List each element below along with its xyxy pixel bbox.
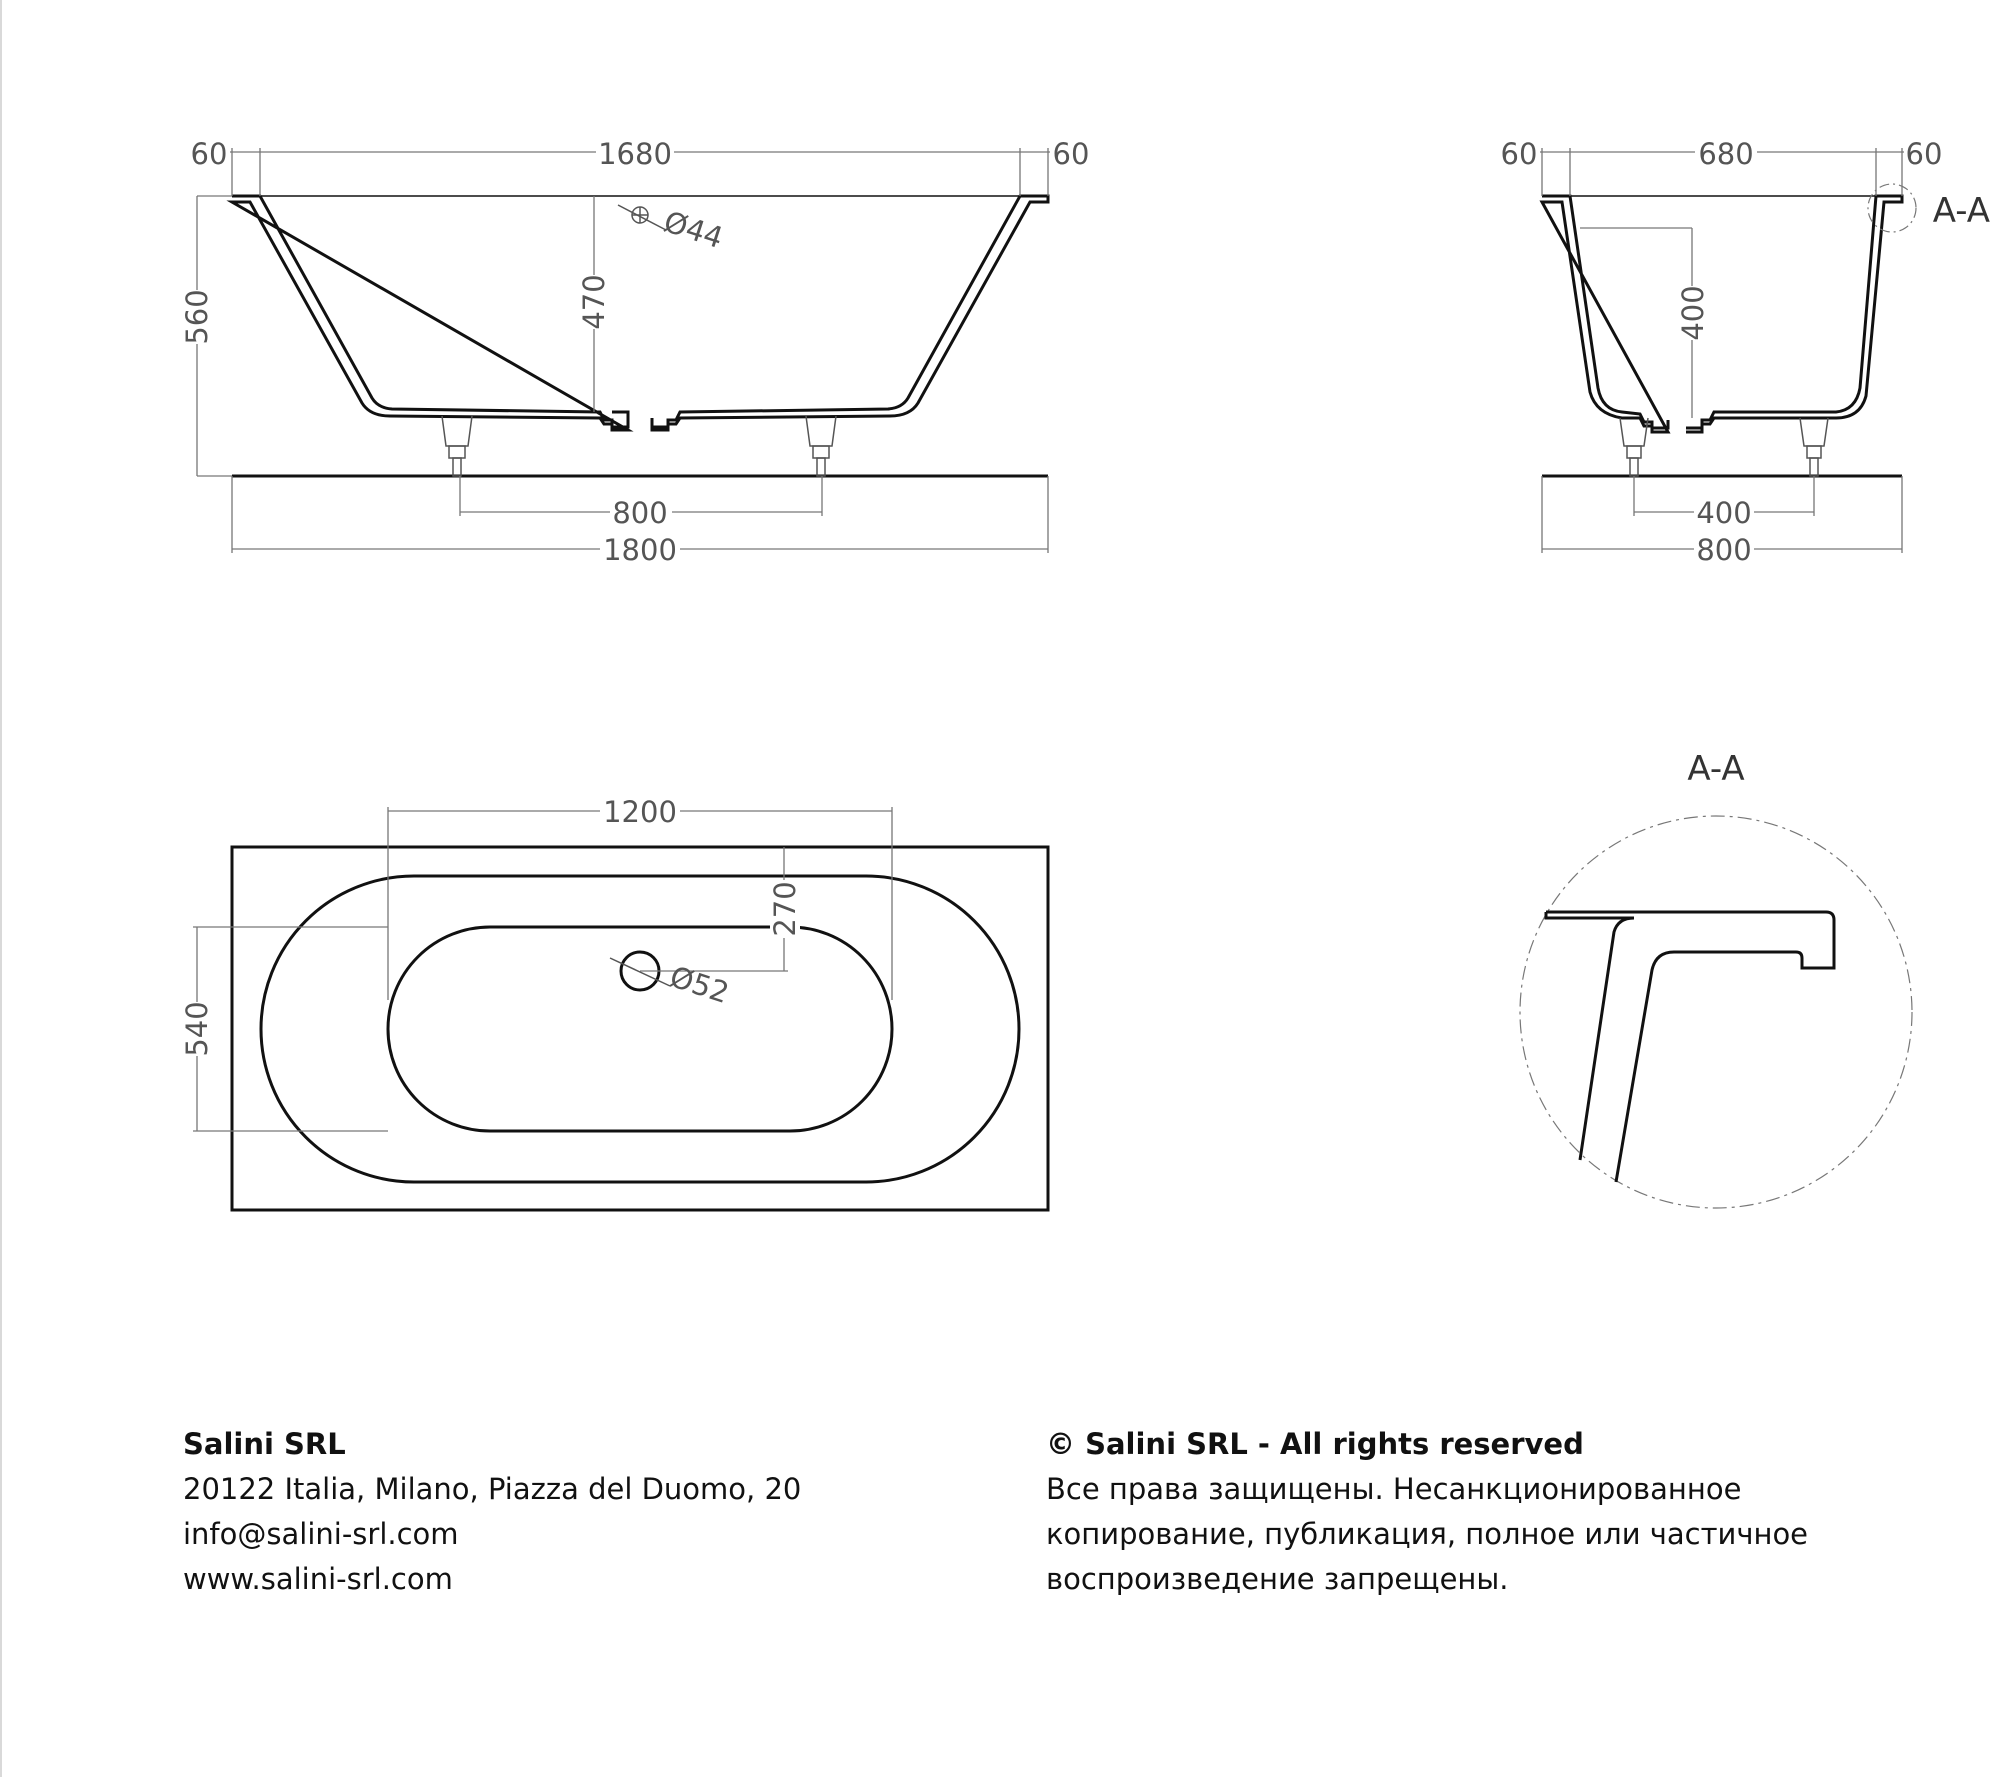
top-drain-offset-label: 270 — [768, 881, 802, 937]
detail-title: A-A — [1687, 749, 1745, 789]
top-rim-outline — [261, 876, 1019, 1182]
side-inner-depth-label: 470 — [577, 274, 611, 330]
top-basin-length-label: 1200 — [603, 795, 677, 829]
top-basin-outline — [388, 927, 892, 1131]
side-tub-outline — [232, 196, 1048, 430]
end-total-width-label: 800 — [1696, 533, 1752, 567]
end-section-marker: A-A — [1932, 191, 1990, 231]
detail-circle — [1520, 816, 1912, 1208]
footer-copyright-block — [1046, 1422, 1808, 1602]
company-address: 20122 Italia, Milano, Piazza del Duomo, 20 — [183, 1472, 802, 1506]
top-outer-rectangle — [232, 847, 1048, 1210]
end-inner-depth-label: 400 — [1676, 285, 1710, 341]
side-total-height-label: 560 — [180, 289, 214, 345]
drain-diameter-label: Ø52 — [665, 959, 734, 1011]
company-name: Salini SRL — [183, 1427, 346, 1461]
end-rim-left-label: 60 — [1500, 137, 1538, 171]
side-rim-left-label: 60 — [190, 137, 228, 171]
detail-view — [1520, 749, 1912, 1208]
top-basin-width-label: 540 — [180, 1001, 214, 1057]
overflow-diameter-label: Ø44 — [659, 204, 728, 256]
side-feet-spacing-label: 800 — [612, 496, 668, 530]
copyright-notice-line-2: копирование, публикация, полное или частичное — [1046, 1517, 1809, 1551]
side-inner-length-label: 1680 — [598, 137, 672, 171]
top-dimension-lines — [193, 807, 892, 1131]
side-foot-right — [806, 416, 836, 476]
company-email[interactable]: info@salini-srl.com — [183, 1517, 459, 1551]
end-tub-outline — [1542, 196, 1902, 432]
side-dimension-lines — [197, 148, 1060, 553]
copyright-notice-line-3: воспроизведение запрещены. — [1046, 1562, 1509, 1596]
end-rim-right-label: 60 — [1905, 137, 1943, 171]
detail-rim-profile — [1546, 912, 1834, 1182]
overflow-symbol — [618, 205, 666, 230]
footer-company-block — [183, 1422, 801, 1602]
end-feet-spacing-label: 400 — [1696, 496, 1752, 530]
company-website[interactable]: www.salini-srl.com — [183, 1562, 453, 1596]
side-total-length-label: 1800 — [603, 533, 677, 567]
end-inner-width-label: 680 — [1698, 137, 1754, 171]
side-rim-right-label: 60 — [1052, 137, 1090, 171]
end-view — [1498, 137, 1990, 567]
copyright-title: © Salini SRL - All rights reserved — [1046, 1427, 1584, 1461]
end-foot-right — [1800, 418, 1828, 476]
top-view — [180, 795, 1048, 1210]
copyright-notice-line-1: Все права защищены. Несанкционированное — [1046, 1472, 1742, 1506]
side-foot-left — [442, 416, 472, 476]
side-view — [180, 137, 1092, 567]
